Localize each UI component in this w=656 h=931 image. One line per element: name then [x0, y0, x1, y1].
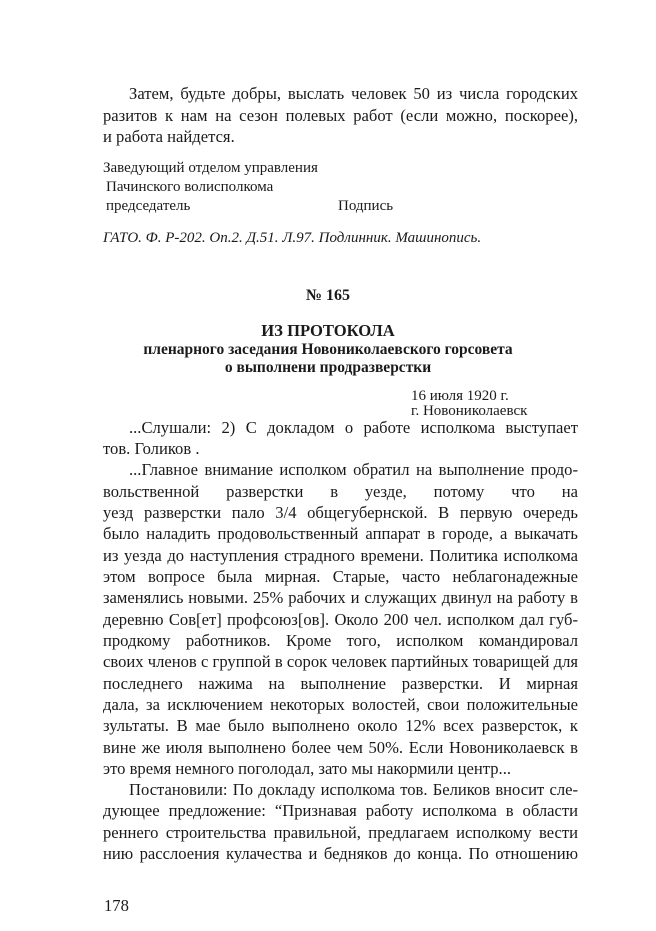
archive-citation: ГАТО. Ф. Р-202. Оп.2. Д.51. Л.97. Подлинник. Машинопись.: [103, 230, 482, 246]
text-line: вольственной разверстки в уезде, потому что на: [103, 482, 578, 501]
signature-mark: Подпись: [338, 198, 394, 214]
text-line: дала, за исключением некоторых волостей, свои положительные: [103, 695, 578, 714]
page-number: 178: [104, 896, 129, 915]
text-line: дующее предложение: “Признавая работу исполкома в области: [103, 801, 578, 820]
text-line: уезд разверстки пало 3/4 общегубернской. В первую очередь: [103, 503, 578, 522]
text-line: заменялись новыми. 25% рабочих и служащих двинул на работу в: [103, 588, 578, 607]
text-line: Постановили: По докладу исполкома тов. Беликов вносит сле-: [129, 780, 578, 799]
text-line: реннего строительства правильной, предлагаем исполкому вести: [103, 823, 578, 842]
text-line: нию расслоения кулачества и бедняков до конца. По отношению: [103, 844, 578, 863]
text-line: последнего нажима на выполнение разверстки. И мирная: [103, 674, 578, 693]
text-line: тов. Голиков .: [103, 439, 200, 458]
signature-organization: Пачинского волисполкома: [106, 179, 274, 195]
text-line: вине же июля выполнено более чем 50%. Если Новониколаевск в: [103, 738, 578, 757]
text-line: и работа найдется.: [103, 127, 235, 146]
date: 16 июля 1920 г.: [411, 388, 509, 404]
text-line: ...Главное внимание исполком обратил на выполнение продо-: [129, 460, 578, 479]
title-main: ИЗ ПРОТОКОЛА: [261, 321, 395, 340]
text-line: это время немного поголодал, зато мы накормили центр...: [103, 759, 512, 778]
text-line: было наладить продовольственный аппарат в городе, а выкачать: [103, 524, 578, 543]
text-line: деревню Сов[ет] профсоюз[ов]. Около 200 чел. исполком дал губ-: [103, 610, 578, 629]
signature-position: Заведующий отделом управления: [103, 160, 318, 176]
text-line: продкому работников. Кроме того, исполком командировал: [103, 631, 578, 650]
text-line: разитов к нам на сезон полевых работ (если можно, поскорее),: [103, 106, 578, 125]
text-line: из уезда до наступления страдного времени. Политика исполкома: [103, 546, 578, 565]
signature-role: председатель: [106, 198, 191, 214]
text-line: этом вопросе была мирная. Старые, часто неблагонадежные: [103, 567, 578, 586]
place: г. Новониколаевск: [411, 403, 528, 419]
title-subtitle-2: о выполнени продразверстки: [224, 359, 432, 376]
text-line: Затем, будьте добры, выслать человек 50 из числа городских: [129, 84, 578, 103]
text-line: своих членов с группой в сорок человек партийных товарищей для: [103, 652, 578, 671]
text-line: ...Слушали: 2) С докладом о работе исполкома выступает: [129, 418, 578, 437]
text-line: зультаты. В мае было выполнено около 12% всех разверсток, к: [103, 716, 578, 735]
title-subtitle-1: пленарного заседания Новониколаевского горсовета: [143, 341, 513, 358]
document-number: № 165: [305, 287, 351, 304]
